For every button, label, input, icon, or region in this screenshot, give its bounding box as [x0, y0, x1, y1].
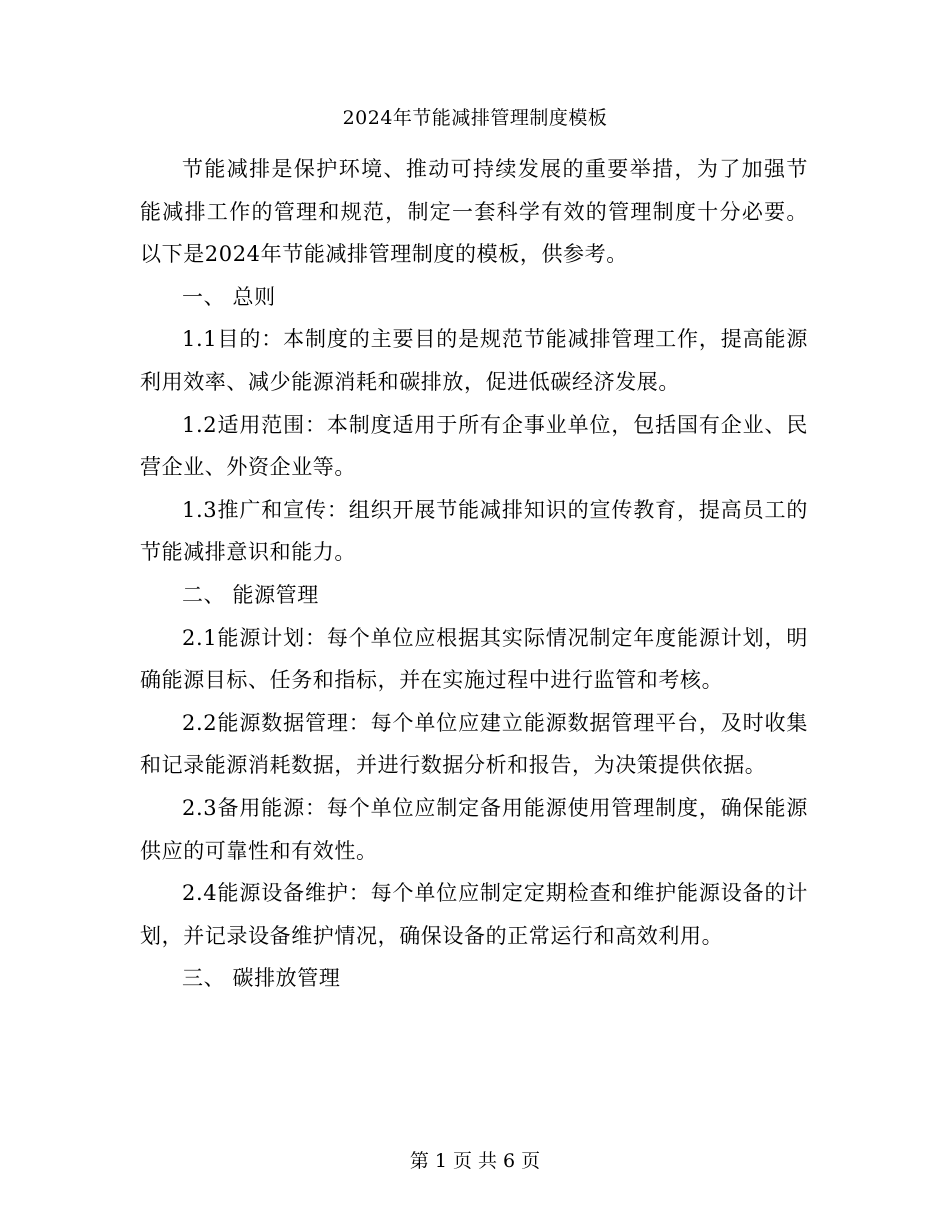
- clause-2-2: 2.2能源数据管理：每个单位应建立能源数据管理平台，及时收集和记录能源消耗数据，并进行数据分析和报告，为决策提供依据。: [140, 710, 808, 778]
- clause-2-4: 2.4能源设备维护：每个单位应制定定期检查和维护能源设备的计划，并记录设备维护情况，确保设备的正常运行和高效利用。: [140, 881, 808, 948]
- clause-2-1: 2.1能源计划：每个单位应根据其实际情况制定年度能源计划，明确能源目标、任务和指标，并在实施过程中进行监管和考核。: [140, 625, 808, 693]
- clause-1-3: 1.3推广和宣传：组织开展节能减排知识的宣传教育，提高员工的节能减排意识和能力。: [140, 497, 808, 565]
- clause-2-3: 2.3备用能源：每个单位应制定备用能源使用管理制度，确保能源供应的可靠性和有效性。: [140, 795, 808, 863]
- section-heading-energy: 二、 能源管理: [182, 582, 319, 607]
- document-title: 2024年节能减排管理制度模板: [342, 107, 608, 129]
- clause-1-1: 1.1目的：本制度的主要目的是规范节能减排管理工作，提高能源利用效率、减少能源消耗和碳排放，促进低碳经济发展。: [140, 327, 808, 394]
- page-footer: 第 1 页 共 6 页: [409, 1150, 541, 1172]
- document-body: [140, 148, 808, 1000]
- clause-1-2: 1.2适用范围：本制度适用于所有企事业单位，包括国有企业、民营企业、外资企业等。: [140, 412, 808, 480]
- intro-paragraph: 节能减排是保护环境、推动可持续发展的重要举措，为了加强节能减排工作的管理和规范，制定一套科学有效的管理制度十分必要。以下是2024年节能减排管理制度的模板，供参考。: [140, 157, 808, 267]
- section-heading-carbon: 三、 碳排放管理: [182, 966, 341, 991]
- section-heading-general: 一、 总则: [182, 284, 276, 309]
